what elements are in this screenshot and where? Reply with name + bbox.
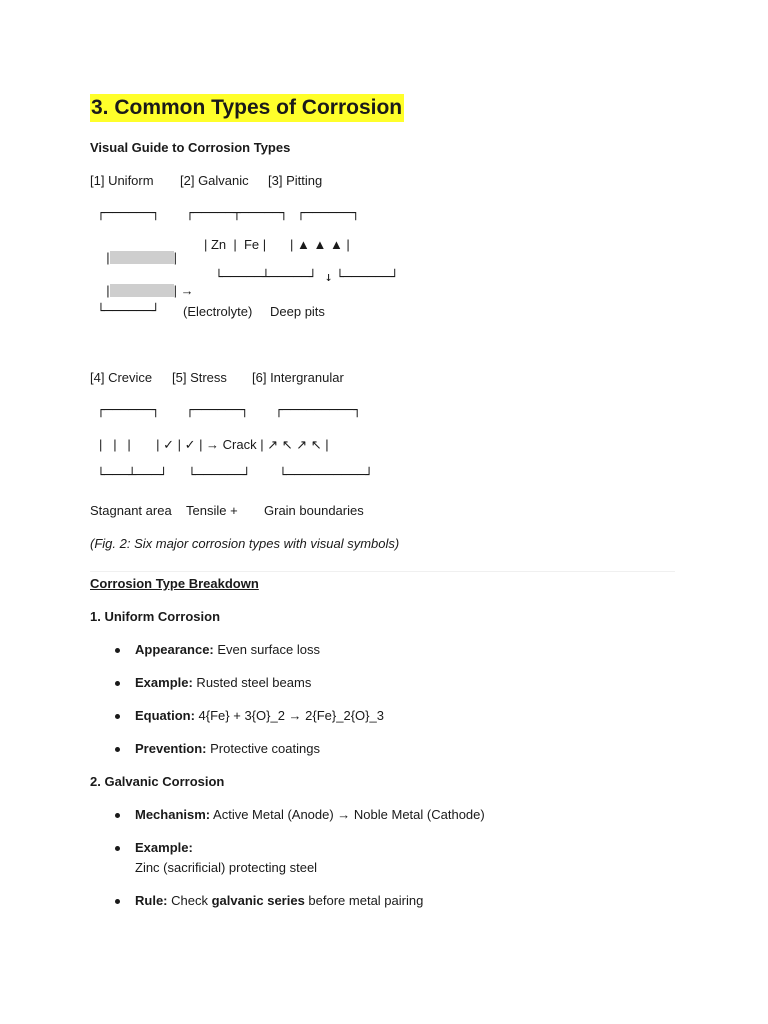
section2-title: 2. Galvanic Corrosion: [90, 774, 225, 789]
galvanic-low: └─────┴─────┘ ↓: [215, 270, 333, 285]
mechanism-label: Mechanism:: [135, 807, 211, 822]
uniform-low-row: [99, 271, 194, 297]
crevice-box-top: ┌──────┐: [97, 403, 160, 418]
pitting-low: └──────┘: [336, 270, 399, 285]
rule-post: before metal pairing: [304, 893, 424, 908]
electrolyte-label: (Electrolyte): [183, 304, 253, 319]
example-label: Example:: [135, 675, 193, 690]
corroded-surface-hatch-2: [110, 284, 174, 297]
uniform-box-top: ┌──────┐: [97, 206, 160, 221]
page-title: 3. Common Types of Corrosion: [90, 94, 404, 122]
breakdown-heading: Corrosion Type Breakdown: [90, 576, 259, 591]
stress-box-bottom: └──────┘: [188, 468, 251, 483]
galvanic-example-text: Zinc (sacrificial) protecting steel: [135, 860, 318, 875]
label-intergranular: [6] Intergranular: [252, 370, 344, 385]
label-uniform: [1] Uniform: [90, 173, 154, 188]
bullet-dot: [115, 899, 120, 904]
appearance-label: Appearance:: [135, 642, 214, 657]
section1-title: 1. Uniform Corrosion: [90, 609, 221, 624]
intergranular-box-top: ┌─────────┐: [275, 403, 362, 418]
galvanic-example-label: Example:: [135, 840, 193, 855]
equation-text: 4{Fe} + 3{O}_2 → 2{Fe}_2{O}_3: [194, 708, 384, 723]
uniform-mid-row: [99, 238, 177, 264]
equation-item: [135, 709, 384, 722]
bullet-dot: [115, 747, 120, 752]
uniform-edge-right: |: [173, 250, 178, 265]
caption-stagnant: Stagnant area: [90, 503, 172, 518]
row2-middle: | | | | ✓ | ✓ | → Crack | ↗ ↖ ↗ ↖ |: [99, 437, 329, 452]
example-text: Rusted steel beams: [192, 675, 312, 690]
prevention-label: Prevention:: [135, 741, 207, 756]
equation-label: Equation:: [135, 708, 195, 723]
visual-guide-heading: Visual Guide to Corrosion Types: [90, 140, 291, 155]
rule-bold: galvanic series: [211, 893, 305, 908]
galvanic-box-top: ┌─────┬─────┐: [186, 206, 288, 221]
pitting-box-top: ┌──────┐: [297, 206, 360, 221]
caption-tensile: Tensile +: [186, 503, 238, 518]
bullet-dot: [115, 648, 120, 653]
bullet-dot: [115, 714, 120, 719]
label-pitting: [3] Pitting: [268, 173, 323, 188]
crevice-box-bottom: └───┴───┘: [97, 468, 168, 483]
galvanic-mid: | Zn | Fe |: [204, 237, 267, 252]
label-crevice: [4] Crevice: [90, 370, 153, 385]
intergranular-box-bottom: └──────────┘: [279, 468, 373, 483]
appearance-item: [135, 643, 320, 656]
bullet-dot: [115, 681, 120, 686]
pitting-mid: | ▲ ▲ ▲ |: [290, 237, 350, 252]
label-stress: [5] Stress: [172, 370, 227, 385]
section-divider: [90, 571, 675, 572]
prevention-text: Protective coatings: [206, 741, 320, 756]
mechanism-item: [135, 808, 485, 821]
rule-label: Rule:: [135, 893, 168, 908]
galvanic-example-label-wrap: [135, 841, 193, 854]
bullet-dot: [115, 846, 120, 851]
rule-item: [135, 894, 423, 907]
uniform-low-edge-right: | →: [173, 283, 194, 298]
prevention-item: [135, 742, 320, 755]
example-item: [135, 676, 311, 689]
label-galvanic: [2] Galvanic: [180, 173, 249, 188]
uniform-edge-left: |: [106, 250, 110, 265]
mechanism-text: Active Metal (Anode) → Noble Metal (Cathode): [210, 807, 485, 822]
rule-pre: Check: [167, 893, 212, 908]
corroded-surface-hatch: [110, 251, 174, 264]
appearance-text: Even surface loss: [213, 642, 320, 657]
caption-grain: Grain boundaries: [264, 503, 364, 518]
stress-box-top: ┌──────┐: [186, 403, 249, 418]
uniform-box-bottom: └──────┘: [97, 304, 160, 319]
deep-pits-label: Deep pits: [270, 304, 325, 319]
uniform-low-edge-left: |: [106, 283, 110, 298]
bullet-dot: [115, 813, 120, 818]
figure-caption: (Fig. 2: Six major corrosion types with visual symbols): [90, 536, 400, 551]
